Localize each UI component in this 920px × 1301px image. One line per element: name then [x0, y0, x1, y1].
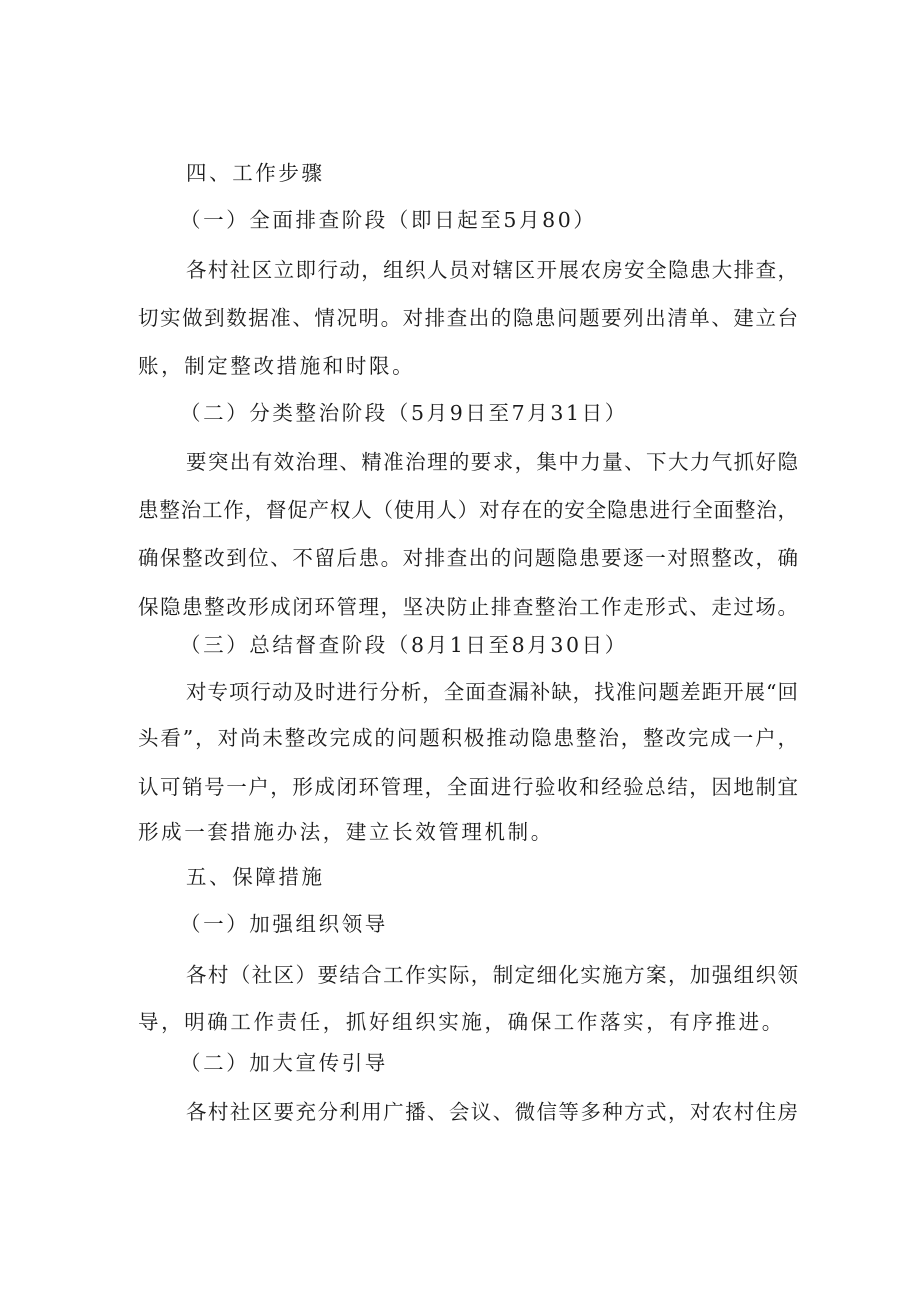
subheading-supervision-stage: （三）总结督查阶段（8月1日至8月30日）: [180, 633, 628, 657]
paragraph-line: 形成一套措施办法，建立长效管理机制。: [138, 820, 554, 844]
paragraph-line: 保隐患整改形成闭环管理，坚决防止排查整治工作走形式、走过场。: [138, 595, 798, 619]
paragraph-line: 账，制定整改措施和时限。: [138, 354, 416, 378]
paragraph-line: 头看”，对尚未整改完成的问题积极推动隐患整治，整改完成一户，: [138, 726, 798, 750]
paragraph-line: 导，明确工作责任，抓好组织实施，确保工作落实，有序推进。: [138, 1010, 785, 1034]
paragraph-line: 切实做到数据准、情况明。对排查出的隐患问题要列出清单、建立台: [138, 306, 798, 330]
paragraph-line: 患整治工作，督促产权人（使用人）对存在的安全隐患进行全面整治，: [138, 498, 798, 522]
paragraph-line: 确保整改到位、不留后患。对排查出的问题隐患要逐一对照整改，确: [138, 546, 798, 570]
paragraph-line: 各村（社区）要结合工作实际，制定细化实施方案，加强组织领: [186, 963, 798, 987]
subheading-investigation-stage: （一）全面排查阶段（即日起至5月80）: [180, 208, 597, 232]
paragraph-line: 对专项行动及时进行分析，全面查漏补缺，找准问题差距开展“回: [186, 680, 798, 704]
paragraph-line: 要突出有效治理、精准治理的要求，集中力量、下大力气抓好隐: [186, 450, 798, 474]
section-heading-work-steps: 四、工作步骤: [186, 161, 325, 185]
section-heading-safeguards: 五、保障措施: [186, 865, 325, 889]
paragraph-line: 各村社区要充分利用广播、会议、微信等多种方式，对农村住房: [186, 1100, 798, 1124]
subheading-organization-leadership: （一）加强组织领导: [180, 912, 388, 936]
subheading-rectification-stage: （二）分类整治阶段（5月9日至7月31日）: [180, 401, 628, 425]
subheading-publicity-guidance: （二）加大宣传引导: [180, 1051, 388, 1075]
paragraph-line: 认可销号一户，形成闭环管理，全面进行验收和经验总结，因地制宜: [138, 775, 798, 799]
paragraph-line: 各村社区立即行动，组织人员对辖区开展农房安全隐患大排查，: [186, 258, 798, 282]
